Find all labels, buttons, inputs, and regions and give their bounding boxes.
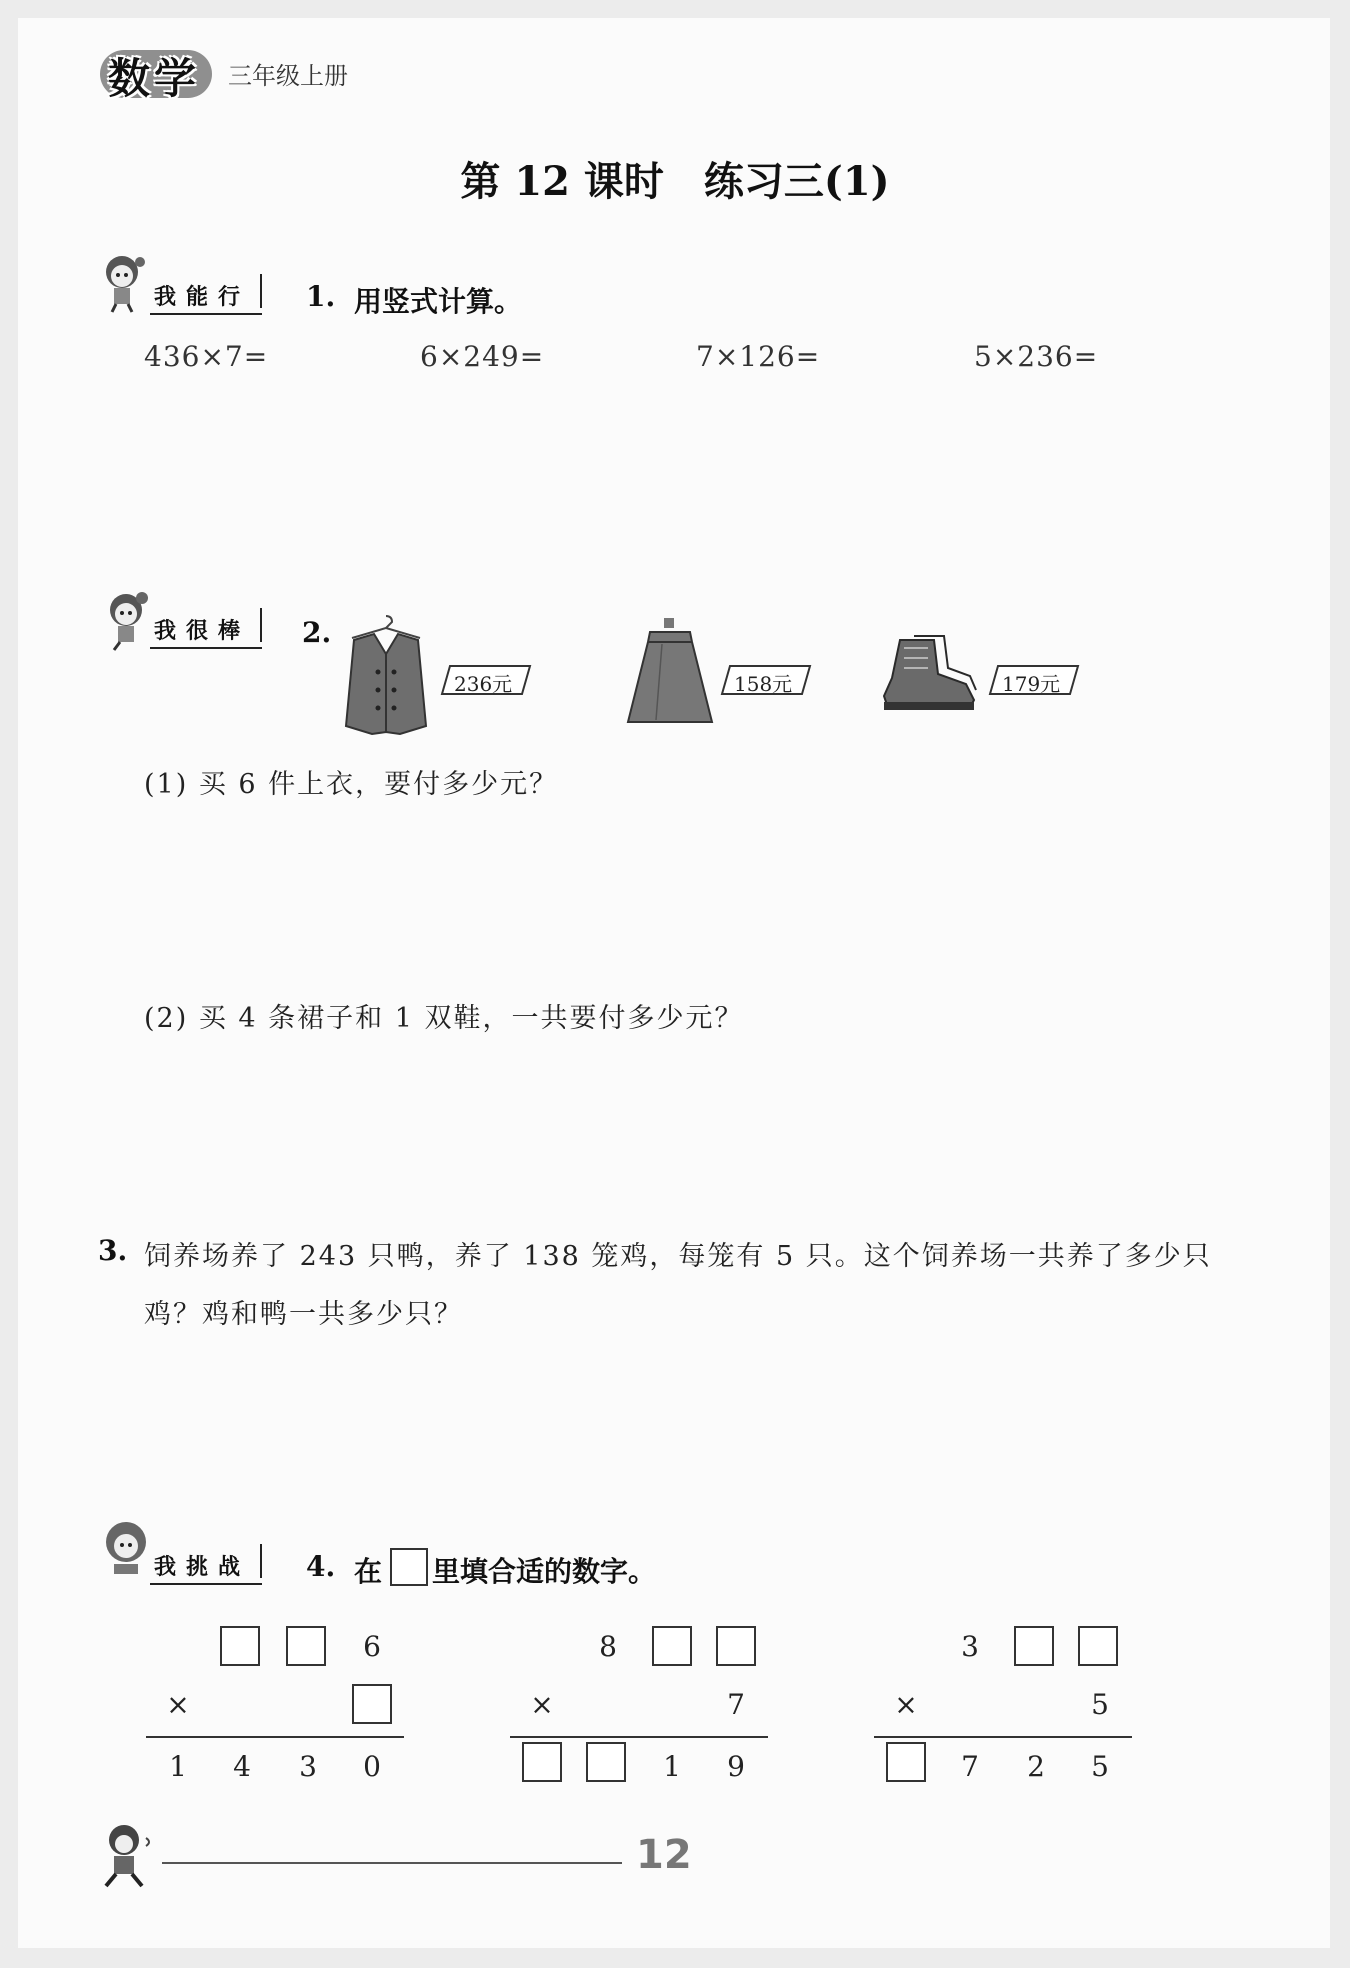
answer-box[interactable] (886, 1742, 926, 1782)
digit: 1 (663, 1750, 681, 1783)
sum-line (874, 1736, 1132, 1738)
price-jacket: 236元 (454, 672, 513, 696)
sum-line (146, 1736, 404, 1738)
expression-2: 6×249= (420, 340, 545, 373)
question-2-part-1: (1) 买 6 件上衣，要付多少元？ (144, 769, 559, 800)
expression-4: 5×236= (974, 340, 1099, 373)
answer-box[interactable] (716, 1626, 756, 1666)
header-grade: 三年级上册 (228, 62, 348, 90)
page-number: 12 (636, 1832, 692, 1878)
answer-box[interactable] (286, 1626, 326, 1666)
digit: 5 (1091, 1750, 1109, 1783)
digit: 4 (233, 1750, 251, 1783)
times-sign: × (894, 1688, 918, 1721)
digit: 7 (961, 1750, 979, 1783)
times-sign: × (530, 1688, 554, 1721)
question-4-number: 4. (306, 1550, 336, 1583)
footer-line (162, 1862, 622, 1864)
jacket-icon (340, 614, 432, 738)
times-sign: × (166, 1688, 190, 1721)
footer-mascot-icon (96, 1820, 160, 1890)
girl-mascot-icon (96, 250, 154, 314)
expression-1: 436×7= (144, 340, 269, 373)
answer-box[interactable] (220, 1626, 260, 1666)
answer-box[interactable] (586, 1742, 626, 1782)
digit: 3 (299, 1750, 317, 1783)
price-shoes: 179元 (1002, 672, 1061, 696)
question-3-line-1: 饲养场养了 243 只鸭，养了 138 笼鸡，每笼有 5 只。这个饲养场一共养了多少只 (144, 1241, 1212, 1272)
digit: 1 (169, 1750, 187, 1783)
answer-box[interactable] (1078, 1626, 1118, 1666)
answer-box[interactable] (1014, 1626, 1054, 1666)
skirt-icon (624, 618, 716, 728)
digit: 0 (363, 1750, 381, 1783)
question-1-instruction: 用竖式计算。 (354, 285, 523, 318)
question-2-part-2: (2) 买 4 条裙子和 1 双鞋，一共要付多少元？ (144, 1003, 744, 1034)
sum-line (510, 1736, 768, 1738)
digit: 6 (363, 1630, 381, 1663)
answer-box[interactable] (652, 1626, 692, 1666)
digit: 5 (1091, 1688, 1109, 1721)
lesson-title: 第 12 课时 练习三(1) (460, 158, 890, 205)
shoes-icon (878, 634, 978, 716)
digit: 9 (727, 1750, 745, 1783)
digit: 7 (727, 1688, 745, 1721)
expression-3: 7×126= (696, 340, 821, 373)
answer-box[interactable] (352, 1684, 392, 1724)
digit: 8 (599, 1630, 617, 1663)
tag-wo-tiao-zhan: 我挑战 (150, 1550, 262, 1585)
tag-wo-hen-bang: 我很棒 (150, 614, 262, 649)
price-skirt: 158元 (734, 672, 793, 696)
instruction-box-icon (390, 1548, 428, 1586)
question-2-number: 2. (302, 616, 332, 649)
question-3-number: 3. (98, 1234, 128, 1267)
tag-wo-neng-xing: 我能行 (150, 280, 262, 315)
question-4-instruction-post: 里填合适的数字。 (432, 1555, 657, 1588)
digit: 3 (961, 1630, 979, 1663)
question-1-number: 1. (306, 280, 336, 313)
boy-mascot-icon (98, 1516, 156, 1580)
answer-box[interactable] (522, 1742, 562, 1782)
digit: 2 (1027, 1750, 1045, 1783)
header-subject: 数学 (108, 54, 201, 103)
question-3-line-2: 鸡？鸡和鸭一共多少只？ (144, 1299, 463, 1330)
question-4-instruction-pre: 在 (354, 1555, 383, 1588)
